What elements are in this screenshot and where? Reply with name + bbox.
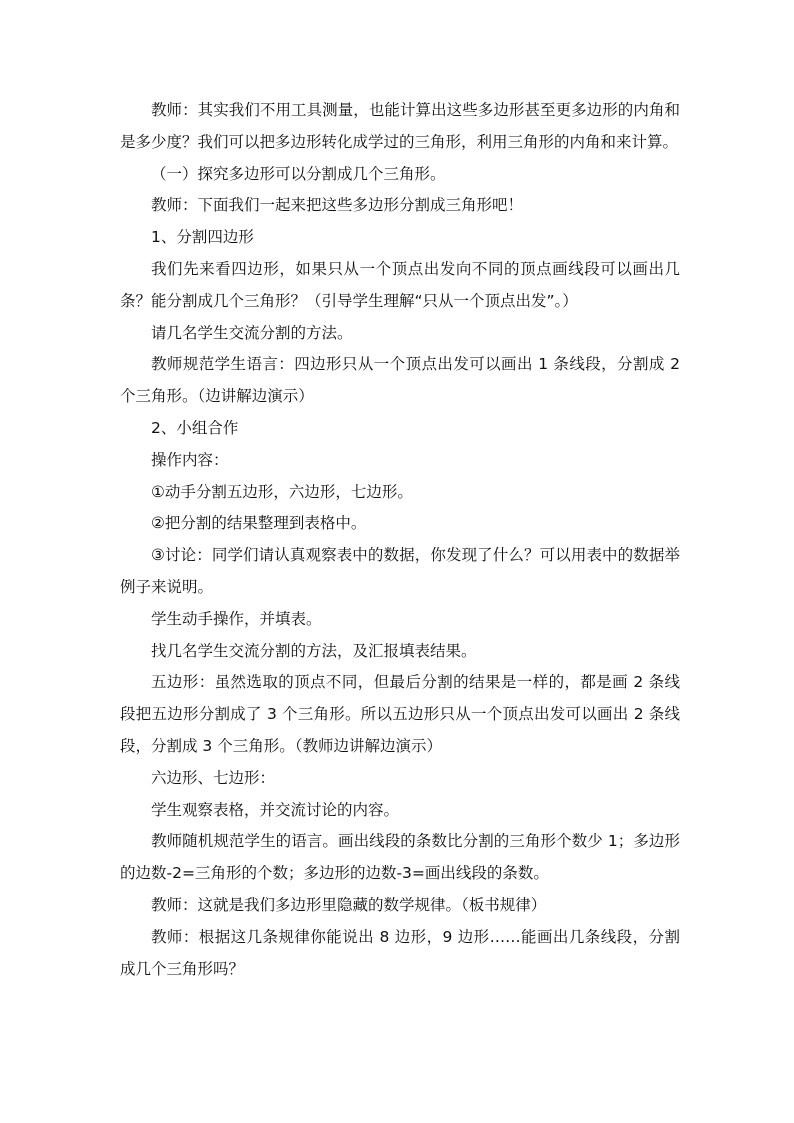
list-item: ①动手分割五边形，六边形，七边形。 [151,482,413,501]
paragraph: 学生动手操作，并填表。 [151,609,322,628]
subsection-heading: 2、小组合作 [151,418,239,437]
paragraph: 教师规范学生语言：四边形只从一个顶点出发可以画出 1 条线段，分割成 2 个三角形。（边讲解边演示） [120,355,680,406]
paragraph: 请几名学生交流分割的方法。 [151,323,353,342]
section-heading: （一）探究多边形可以分割成几个三角形。 [151,164,446,183]
document-body [120,95,680,985]
subsection-heading: 1、分割四边形 [151,228,254,247]
paragraph: 学生观察表格，并交流讨论的内容。 [151,800,400,819]
list-item: ③讨论：同学们请认真观察表中的数据，你发现了什么？可以用表中的数据举例子来说明。 [120,546,680,596]
paragraph: 六边形、七边形： [151,768,276,787]
paragraph: 找几名学生交流分割的方法，及汇报填表结果。 [151,641,477,660]
paragraph: 教师：下面我们一起来把这些多边形分割成三角形吧！ [151,196,524,215]
paragraph: 教师：这就是我们多边形里隐藏的数学规律。（板书规律） [151,895,547,914]
paragraph: 我们先来看四边形，如果只从一个顶点出发向不同的顶点画线段可以画出几条？能分割成几个三角形？（引导学生理解“只从一个顶点出发”。） [120,259,680,310]
paragraph: 五边形：虽然选取的顶点不同，但最后分割的结果是一样的，都是画 2 条线段把五边形分割成了 3 个三角形。所以五边形只从一个顶点出发可以画出 2 条线段，分割成 3 个三角形。（教师边讲解边演示） [120,673,680,755]
list-item: ②把分割的结果整理到表格中。 [151,514,367,533]
paragraph: 教师：其实我们不用工具测量，也能计算出这些多边形甚至更多边形的内角和是多少度？我们可以把多边形转化成学过的三角形，利用三角形的内角和来计算。 [120,101,680,151]
paragraph: 操作内容： [151,450,229,469]
paragraph: 教师随机规范学生的语言。画出线段的条数比分割的三角形个数少 1；多边形的边数-2=三角形的个数；多边形的边数-3=画出线段的条数。 [120,832,680,883]
paragraph: 教师：根据这几条规律你能说出 8 边形，9 边形……能画出几条线段，分割成几个三角形吗？ [120,927,680,978]
